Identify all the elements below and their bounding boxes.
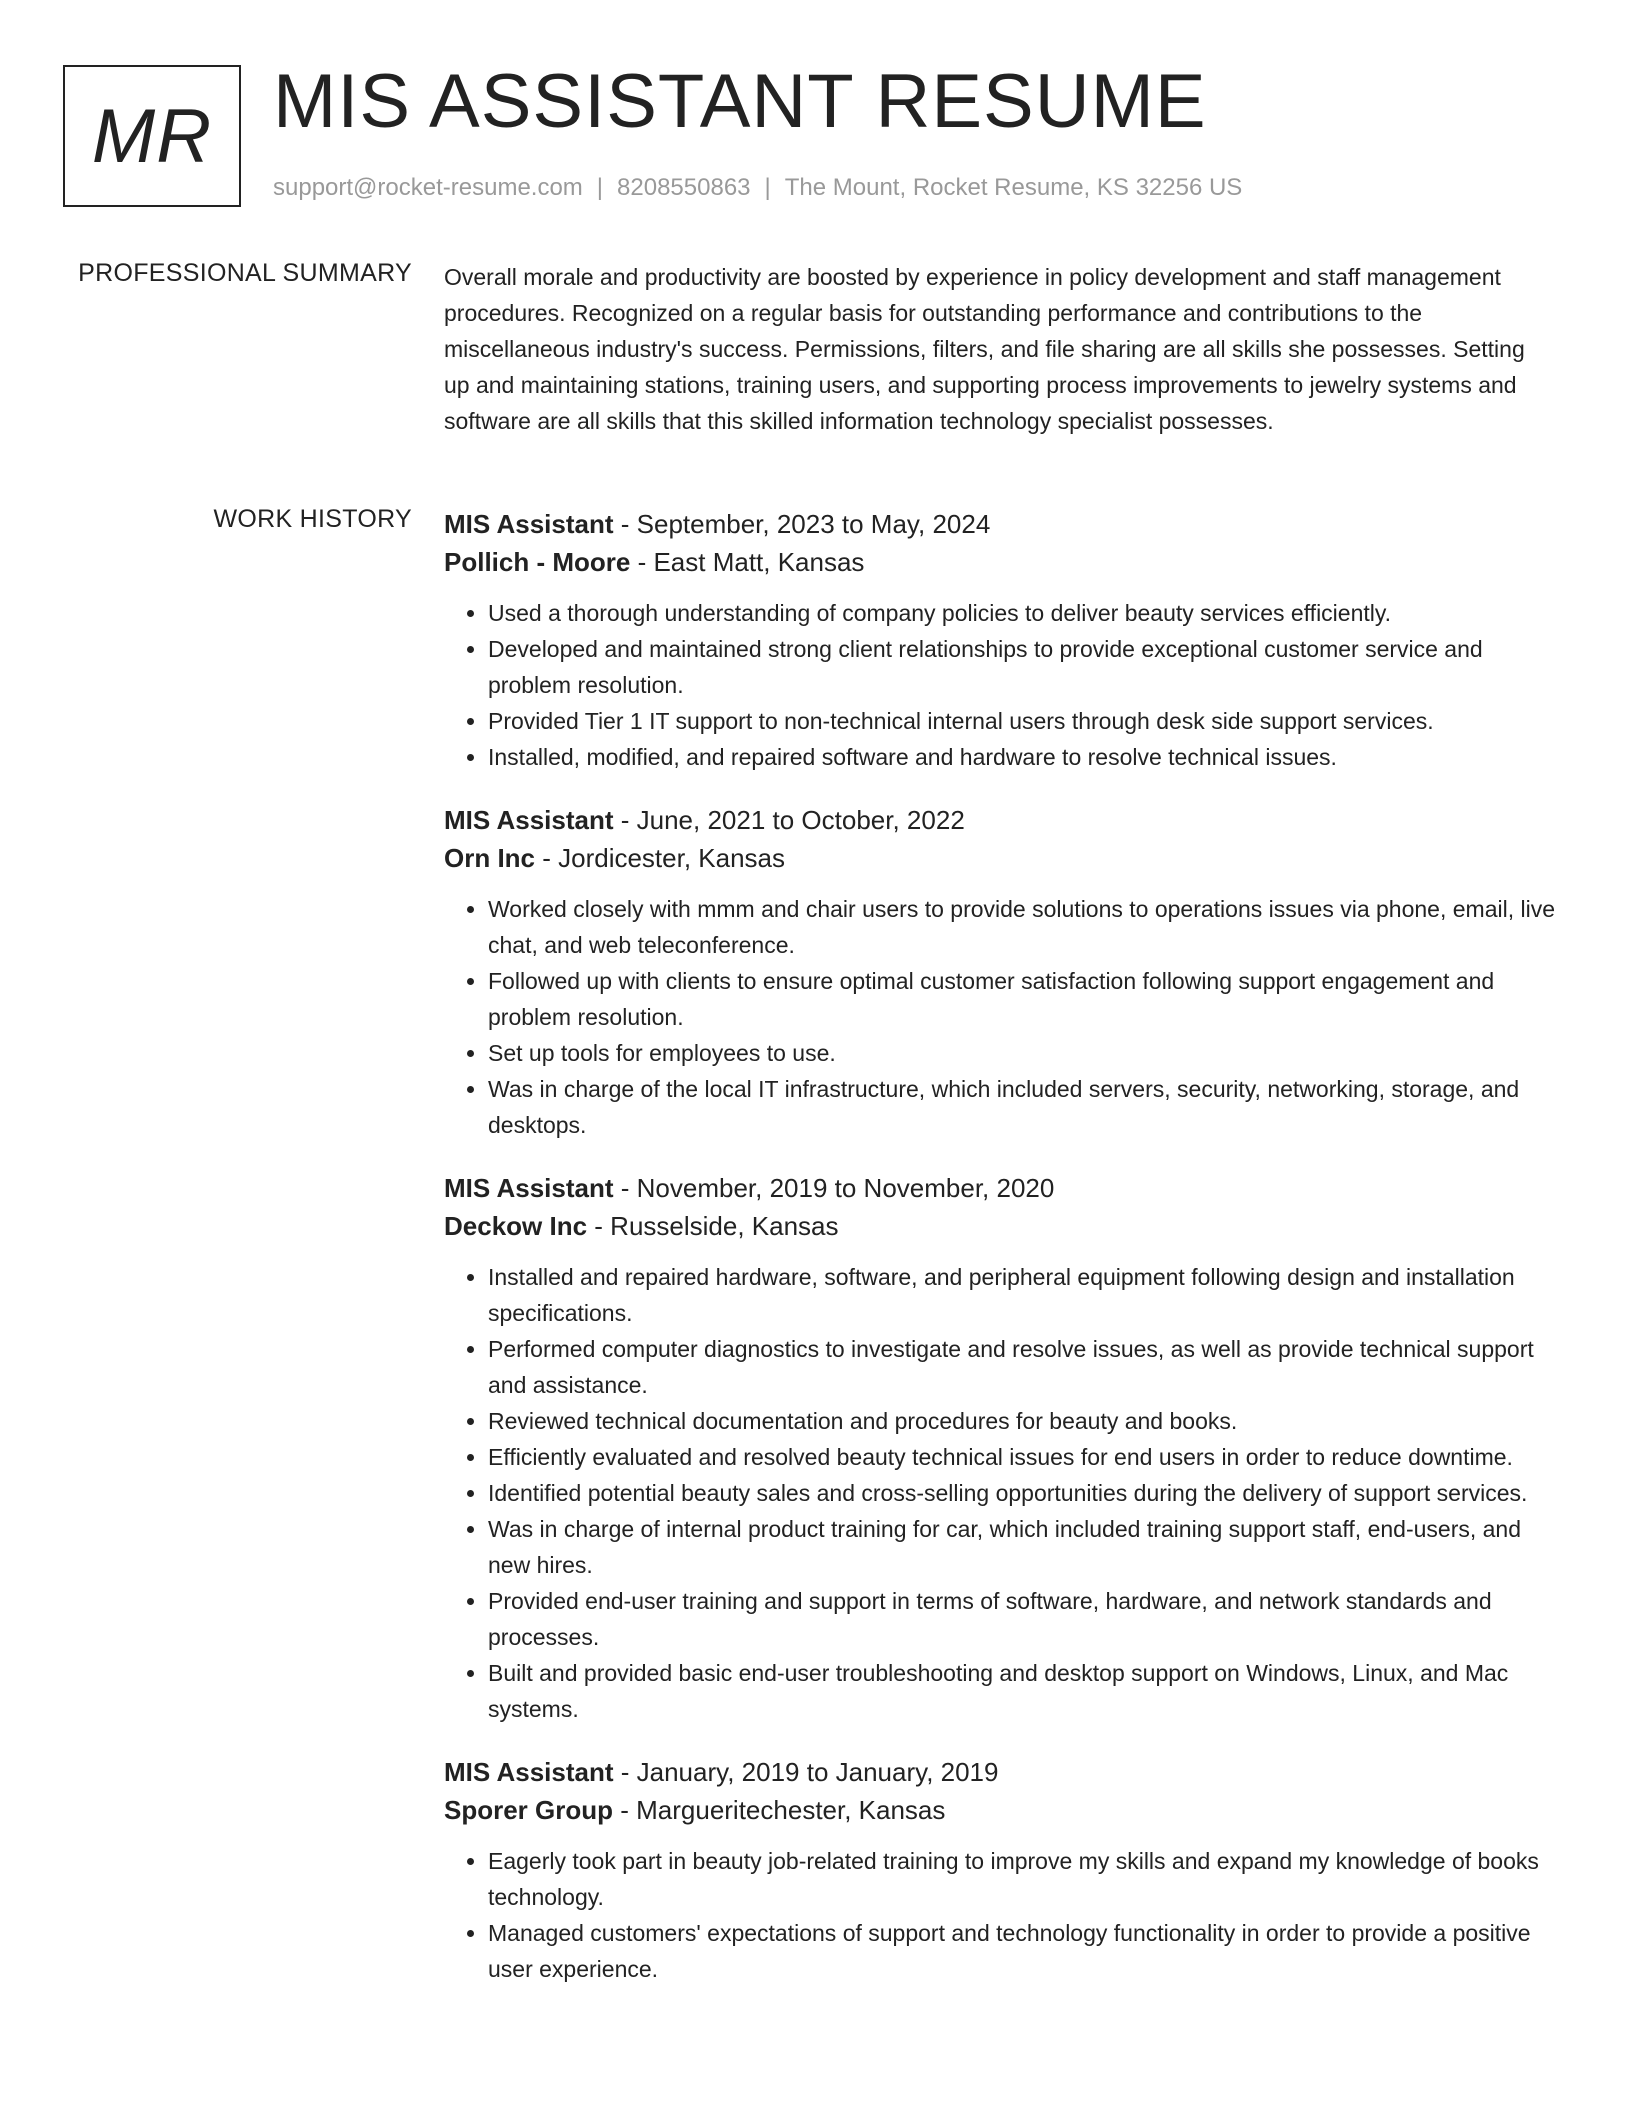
job-dates: - January, 2019 to January, 2019 xyxy=(613,1757,999,1787)
job-bullet: • Was in charge of the local IT infrastructure, which included servers, security, networking, storage, and desktops. xyxy=(488,1071,1556,1143)
job-title: MIS Assistant xyxy=(444,1173,614,1203)
job-bullet: • Was in charge of internal product training for car, which included training support staff, end-users, and new hires. xyxy=(488,1511,1556,1583)
job-entry xyxy=(444,505,1556,775)
contact-line xyxy=(273,174,1242,202)
job-bullet: • Installed and repaired hardware, software, and peripheral equipment following design and installation specifications. xyxy=(488,1259,1556,1331)
job-bullet: • Efficiently evaluated and resolved beauty technical issues for end users in order to reduce downtime. xyxy=(488,1439,1556,1475)
job-bullets xyxy=(444,891,1556,1143)
jobs-list xyxy=(444,505,1556,2013)
job-bullet: • Followed up with clients to ensure optimal customer satisfaction following support engagement and problem resolution. xyxy=(488,963,1556,1035)
job-bullet: • Built and provided basic end-user troubleshooting and desktop support on Windows, Linux, and Mac systems. xyxy=(488,1655,1556,1727)
job-entry xyxy=(444,1753,1556,1987)
job-bullet: • Worked closely with mmm and chair users to provide solutions to operations issues via phone, email, live chat, and web teleconference. xyxy=(488,891,1556,963)
resume-title: MIS ASSISTANT RESUME xyxy=(273,59,1207,144)
job-company-line xyxy=(444,1791,1556,1829)
job-bullet: • Set up tools for employees to use. xyxy=(488,1035,1556,1071)
job-company: Pollich - Moore xyxy=(444,547,631,577)
job-company: Deckow Inc xyxy=(444,1211,588,1241)
job-company-line xyxy=(444,543,1556,581)
job-bullet: • Provided Tier 1 IT support to non-technical internal users through desk side support services. xyxy=(488,703,1556,739)
contact-address: The Mount, Rocket Resume, KS 32256 US xyxy=(784,174,1243,201)
job-company: Orn Inc xyxy=(444,843,536,873)
job-company: Sporer Group xyxy=(444,1795,614,1825)
job-title-line xyxy=(444,505,1556,543)
contact-email: support@rocket-resume.com xyxy=(273,174,583,201)
job-title-line xyxy=(444,1753,1556,1791)
job-location: - Russelside, Kansas xyxy=(587,1211,839,1241)
job-bullet: • Managed customers' expectations of support and technology functionality in order to provide a positive user experience. xyxy=(488,1915,1556,1987)
job-location: - Jordicester, Kansas xyxy=(535,843,786,873)
job-bullets xyxy=(444,1843,1556,1987)
job-bullets xyxy=(444,1259,1556,1727)
summary-heading: PROFESSIONAL SUMMARY xyxy=(78,259,412,287)
job-entry xyxy=(444,1169,1556,1727)
job-bullet: • Installed, modified, and repaired software and hardware to resolve technical issues. xyxy=(488,739,1556,775)
job-bullets xyxy=(444,595,1556,775)
monogram-logo: MR xyxy=(63,65,241,207)
job-bullet: • Developed and maintained strong client relationships to provide exceptional customer service and problem resolution. xyxy=(488,631,1556,703)
job-entry xyxy=(444,801,1556,1143)
job-title-line xyxy=(444,801,1556,839)
job-title: MIS Assistant xyxy=(444,1757,614,1787)
job-company-line xyxy=(444,839,1556,877)
job-title: MIS Assistant xyxy=(444,509,614,539)
job-bullet: • Provided end-user training and support in terms of software, hardware, and network standards and processes. xyxy=(488,1583,1556,1655)
job-company-line xyxy=(444,1207,1556,1245)
job-bullet: • Identified potential beauty sales and cross-selling opportunities during the delivery of support services. xyxy=(488,1475,1556,1511)
work-history-heading: WORK HISTORY xyxy=(213,505,412,533)
job-bullet: • Performed computer diagnostics to investigate and resolve issues, as well as provide technical support and assistance. xyxy=(488,1331,1556,1403)
job-bullet: • Eagerly took part in beauty job-related training to improve my skills and expand my knowledge of books technology. xyxy=(488,1843,1556,1915)
job-dates: - November, 2019 to November, 2020 xyxy=(613,1173,1055,1203)
contact-separator: | xyxy=(596,174,604,201)
job-title-line xyxy=(444,1169,1556,1207)
job-bullet: • Reviewed technical documentation and procedures for beauty and books. xyxy=(488,1403,1556,1439)
job-dates: - September, 2023 to May, 2024 xyxy=(613,509,991,539)
job-location: - Margueritechester, Kansas xyxy=(613,1795,946,1825)
job-location: - East Matt, Kansas xyxy=(630,547,865,577)
job-dates: - June, 2021 to October, 2022 xyxy=(613,805,965,835)
summary-text: Overall morale and productivity are boosted by experience in policy development and staff management procedures. Recognized on a regular basis for outstanding performance and contributions to the miscellaneous industry's success. Permissions, filters, and file sharing are all skills she possesses. Setting up and maintaining stations, training users, and supporting process improvements to jewelry systems and software are all skills that this skilled information technology specialist possesses. xyxy=(444,264,1525,434)
job-bullet: • Used a thorough understanding of company policies to deliver beauty services efficiently. xyxy=(488,595,1556,631)
job-title: MIS Assistant xyxy=(444,805,614,835)
contact-separator: | xyxy=(764,174,771,201)
contact-phone: 8208550863 xyxy=(617,174,751,201)
